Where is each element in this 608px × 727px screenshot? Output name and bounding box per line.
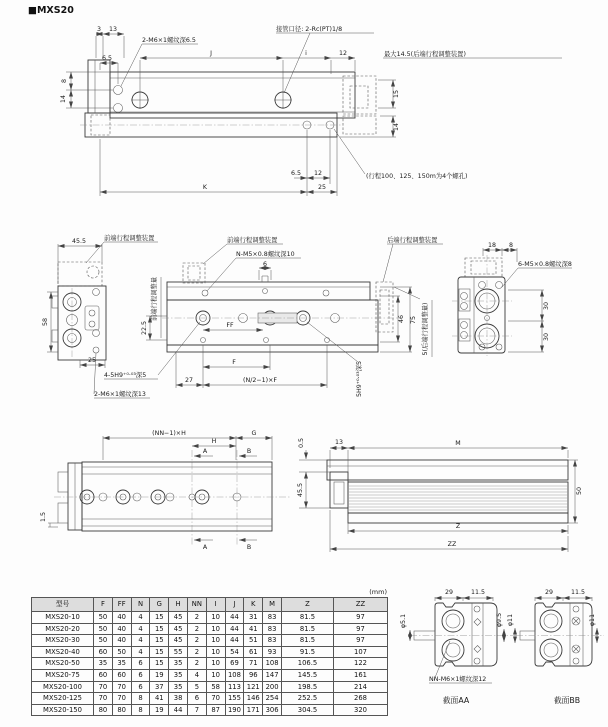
table-cell: 161	[334, 669, 388, 681]
table-cell: 60	[112, 669, 131, 681]
table-cell: 2	[187, 646, 206, 658]
table-cell: 58	[206, 681, 225, 693]
table-cell: 35	[169, 669, 188, 681]
table-cell: 10	[206, 658, 225, 670]
table-cell: 41	[244, 623, 263, 635]
dim-14-right: 14	[393, 122, 400, 132]
table-cell: 15	[150, 635, 169, 647]
dim-h-label: H	[211, 438, 217, 445]
top-view	[60, 24, 562, 196]
table-cell: 44	[225, 635, 244, 647]
front-adjuster-note: 前端行程调整装置	[104, 235, 155, 242]
dowel-note-2: 5H9⁺⁰·⁰³深5	[356, 361, 363, 397]
table-cell: MXS20-125	[32, 693, 94, 705]
table-cell: 35	[112, 658, 131, 670]
table-cell: 121	[244, 681, 263, 693]
table-cell: 4	[187, 669, 206, 681]
table-cell: 108	[263, 658, 282, 670]
dim-3-label: 3	[96, 26, 102, 33]
dim-12-label: 12	[338, 50, 348, 57]
table-cell: 35	[94, 658, 113, 670]
table-cell: 320	[334, 704, 388, 716]
table-cell: 45	[169, 635, 188, 647]
table-header-cell: Z	[282, 598, 334, 612]
table-cell: 2	[187, 623, 206, 635]
table-cell: 10	[206, 612, 225, 624]
table-cell: 2	[187, 612, 206, 624]
section-a-mark-bottom: A	[202, 544, 208, 551]
table-cell: 122	[334, 658, 388, 670]
table-cell: 50	[94, 623, 113, 635]
dim-8-label: 8	[61, 78, 68, 84]
table-header-cell: N	[131, 598, 150, 612]
table-row	[32, 612, 388, 624]
table-header-row	[32, 598, 388, 612]
section-bb-label: 截面BB	[553, 696, 581, 705]
table-cell: 4	[131, 646, 150, 658]
table-cell: 113	[225, 681, 244, 693]
dia-5-1-label: φ5.1	[400, 613, 407, 629]
table-cell: 38	[169, 693, 188, 705]
section-b-mark-bottom: B	[246, 544, 252, 551]
table-cell: 306	[263, 704, 282, 716]
dim-14-left: 14	[60, 94, 67, 104]
table-row	[32, 693, 388, 705]
table-cell: 35	[169, 658, 188, 670]
table-cell: MXS20-75	[32, 669, 94, 681]
table-row	[32, 658, 388, 670]
table-row	[32, 681, 388, 693]
table-cell: 7	[187, 704, 206, 716]
table-cell: 145.5	[282, 669, 334, 681]
table-cell: 304.5	[282, 704, 334, 716]
table-cell: 254	[263, 693, 282, 705]
dim-15-label: 15	[393, 89, 400, 99]
table-cell: 6	[131, 658, 150, 670]
dim-45-5-label: 45.5	[297, 482, 304, 498]
table-cell: 60	[94, 646, 113, 658]
dim-11-5-label: 11.5	[570, 589, 586, 596]
table-header-cell: I	[206, 598, 225, 612]
table-cell: 5	[187, 681, 206, 693]
table-cell: 54	[225, 646, 244, 658]
table-cell: 70	[112, 681, 131, 693]
table-cell: 69	[225, 658, 244, 670]
table-cell: 50	[112, 646, 131, 658]
table-cell: 155	[225, 693, 244, 705]
table-cell: 61	[244, 646, 263, 658]
table-cell: 97	[334, 612, 388, 624]
section-bb	[516, 589, 604, 705]
dim-30-top: 30	[543, 301, 550, 311]
dim-j-label: J	[210, 50, 212, 57]
thread-note-right: 6-M5×0.8螺纹深8	[518, 261, 572, 268]
table-row	[32, 704, 388, 716]
table-cell: 70	[206, 693, 225, 705]
dim-8-label: 8	[508, 242, 514, 249]
unit-label: (mm)	[369, 588, 387, 596]
table-cell: 81.5	[282, 612, 334, 624]
bottom-view	[40, 430, 290, 551]
table-cell: MXS20-20	[32, 623, 94, 635]
table-cell: 83	[263, 623, 282, 635]
length-view	[297, 438, 583, 552]
table-cell: 10	[206, 623, 225, 635]
dim-46-label: 46	[398, 314, 405, 324]
table-cell: 190	[225, 704, 244, 716]
dim-zz-label: ZZ	[447, 541, 457, 548]
table-header-cell: 型号	[32, 598, 94, 612]
table-cell: 252.5	[282, 693, 334, 705]
table-cell: 4	[131, 612, 150, 624]
table-cell: 107	[334, 646, 388, 658]
rear-adjust-amount: 5(后端行程调整量)	[422, 302, 429, 356]
right-end-view	[452, 242, 572, 356]
table-header-cell: H	[169, 598, 188, 612]
dim-50-label: 50	[576, 486, 583, 496]
table-cell: 198.5	[282, 681, 334, 693]
rear-adjuster-note: 后端行程调整装置	[387, 237, 438, 244]
table-cell: 60	[94, 669, 113, 681]
table-cell: 50	[94, 635, 113, 647]
table-row	[32, 623, 388, 635]
front-adjuster-note: 前端行程调整装置	[227, 237, 278, 244]
table-cell: 55	[169, 646, 188, 658]
table-cell: 214	[334, 681, 388, 693]
table-cell: 8	[131, 693, 150, 705]
table-header-cell: F	[94, 598, 113, 612]
table-cell: 37	[150, 681, 169, 693]
table-cell: 10	[206, 635, 225, 647]
table-cell: 146	[244, 693, 263, 705]
table-cell: 93	[263, 646, 282, 658]
table-row	[32, 669, 388, 681]
table-cell: 19	[150, 669, 169, 681]
table-header-cell: G	[150, 598, 169, 612]
dim-6-5-bottom: 6.5	[290, 170, 302, 177]
pitch-formula: (N/2−1)×F	[243, 377, 277, 384]
dim-45-5-label: 45.5	[71, 238, 87, 245]
table-cell: 71	[244, 658, 263, 670]
table-cell: 80	[94, 704, 113, 716]
max-stroke-note: 最大14.5(后端行程调整装置)	[384, 51, 466, 58]
dim-25-label: 25	[317, 184, 327, 191]
thread-note-left: 2-M6×1螺纹深13	[94, 391, 146, 398]
table-cell: MXS20-150	[32, 704, 94, 716]
dim-1-5-label: 1.5	[40, 511, 47, 523]
table-cell: 97	[334, 635, 388, 647]
table-cell: 44	[225, 612, 244, 624]
dim-0-5-label: 0.5	[298, 437, 305, 449]
dim-58-label: 58	[42, 317, 49, 327]
table-cell: 4	[131, 635, 150, 647]
dim-6-label: 6	[262, 261, 268, 268]
dia-9-5-label: φ9.5	[496, 612, 503, 628]
table-cell: 6	[131, 669, 150, 681]
port-note: 接管口径: 2-Rc(PT)1/8	[276, 26, 343, 33]
dia-11-label: φ11	[507, 613, 514, 627]
table-cell: MXS20-10	[32, 612, 94, 624]
table-cell: 106.5	[282, 658, 334, 670]
table-cell: 19	[150, 704, 169, 716]
dowel-note: 4-5H9⁺⁰·⁰³深5	[104, 372, 147, 379]
table-cell: 81.5	[282, 623, 334, 635]
table-cell: 268	[334, 693, 388, 705]
dim-30-bottom: 30	[543, 332, 550, 342]
table-cell: 70	[94, 693, 113, 705]
section-a-mark-top: A	[202, 448, 208, 455]
table-cell: MXS20-100	[32, 681, 94, 693]
table-row	[32, 635, 388, 647]
dim-12-bottom: 12	[313, 170, 323, 177]
table-cell: 15	[150, 612, 169, 624]
table-header-cell: ZZ	[334, 598, 388, 612]
dia-11-label: φ11	[589, 613, 596, 627]
dim-13-label: 13	[108, 26, 118, 33]
table-cell: 8	[131, 704, 150, 716]
dim-25-label: 25	[87, 357, 97, 364]
dimension-table-area	[31, 588, 389, 716]
dimension-table	[31, 597, 388, 716]
table-cell: 70	[94, 681, 113, 693]
dim-29-label: 29	[444, 589, 454, 596]
table-body	[32, 612, 388, 716]
table-cell: 40	[112, 623, 131, 635]
table-cell: 2	[187, 635, 206, 647]
section-aa	[400, 589, 519, 705]
hole-pitch-formula: (NN−1)×H	[152, 430, 186, 437]
table-cell: 96	[244, 669, 263, 681]
table-cell: 10	[206, 669, 225, 681]
table-cell: 171	[244, 704, 263, 716]
dim-18-label: 18	[487, 242, 497, 249]
table-cell: 31	[244, 612, 263, 624]
table-cell: 200	[263, 681, 282, 693]
table-cell: 10	[206, 646, 225, 658]
table-cell: 45	[169, 612, 188, 624]
table-cell: MXS20-40	[32, 646, 94, 658]
dim-i-label: i	[305, 50, 307, 57]
table-cell: 6	[187, 693, 206, 705]
table-cell: 83	[263, 612, 282, 624]
table-header-cell: J	[225, 598, 244, 612]
stroke-holes-note: (行程100、125、150m为4个螺孔)	[366, 173, 468, 180]
table-cell: 4	[131, 623, 150, 635]
table-header-cell: K	[244, 598, 263, 612]
table-cell: 15	[150, 646, 169, 658]
dim-6-5-left: 6.5	[101, 55, 113, 62]
table-cell: 15	[150, 623, 169, 635]
table-cell: MXS20-30	[32, 635, 94, 647]
thread-note-aa: NN-M6×1螺纹深12	[429, 676, 487, 683]
dim-13-label: 13	[334, 439, 344, 446]
table-header-cell: M	[263, 598, 282, 612]
table-header-cell: FF	[112, 598, 131, 612]
table-cell: 40	[112, 635, 131, 647]
table-cell: 97	[334, 623, 388, 635]
table-cell: 147	[263, 669, 282, 681]
table-cell: 51	[244, 635, 263, 647]
dim-22-5-label: 22.5	[141, 320, 148, 336]
dim-z-label: Z	[455, 523, 461, 530]
dim-g-label: G	[251, 430, 257, 437]
dim-27-label: 27	[184, 377, 194, 384]
side-view	[104, 235, 443, 397]
table-cell: 41	[150, 693, 169, 705]
table-header-cell: NN	[187, 598, 206, 612]
table-cell: 81.5	[282, 635, 334, 647]
section-b-mark-top: B	[246, 448, 252, 455]
table-cell: 6	[131, 681, 150, 693]
thread-note-top: 2-M6×1螺纹深6.5	[142, 37, 196, 44]
table-cell: 91.5	[282, 646, 334, 658]
table-cell: 44	[169, 704, 188, 716]
dim-k-label: K	[202, 184, 208, 191]
table-cell: 2	[187, 658, 206, 670]
table-cell: 83	[263, 635, 282, 647]
table-cell: 50	[94, 612, 113, 624]
dim-m-label: M	[455, 440, 461, 447]
table-cell: MXS20-50	[32, 658, 94, 670]
table-cell: 80	[112, 704, 131, 716]
dim-f-label: F	[232, 359, 236, 366]
table-cell: 35	[169, 681, 188, 693]
thread-note-side: N-M5×0.8螺纹深10	[236, 251, 295, 258]
table-cell: 70	[112, 693, 131, 705]
front-adjust-amount: 前端行程调整量	[151, 276, 158, 322]
table-cell: 44	[225, 623, 244, 635]
dim-29-label: 29	[544, 589, 554, 596]
dim-11-5-label: 11.5	[470, 589, 486, 596]
table-cell: 108	[225, 669, 244, 681]
section-aa-label: 截面AA	[442, 696, 470, 705]
table-cell: 87	[206, 704, 225, 716]
table-cell: 40	[112, 612, 131, 624]
table-cell: 15	[150, 658, 169, 670]
dim-75-label: 75	[410, 315, 417, 325]
page-title: ■MXS20	[28, 5, 74, 16]
table-cell: 45	[169, 623, 188, 635]
dim-ff-label: FF	[226, 322, 234, 329]
table-row	[32, 646, 388, 658]
